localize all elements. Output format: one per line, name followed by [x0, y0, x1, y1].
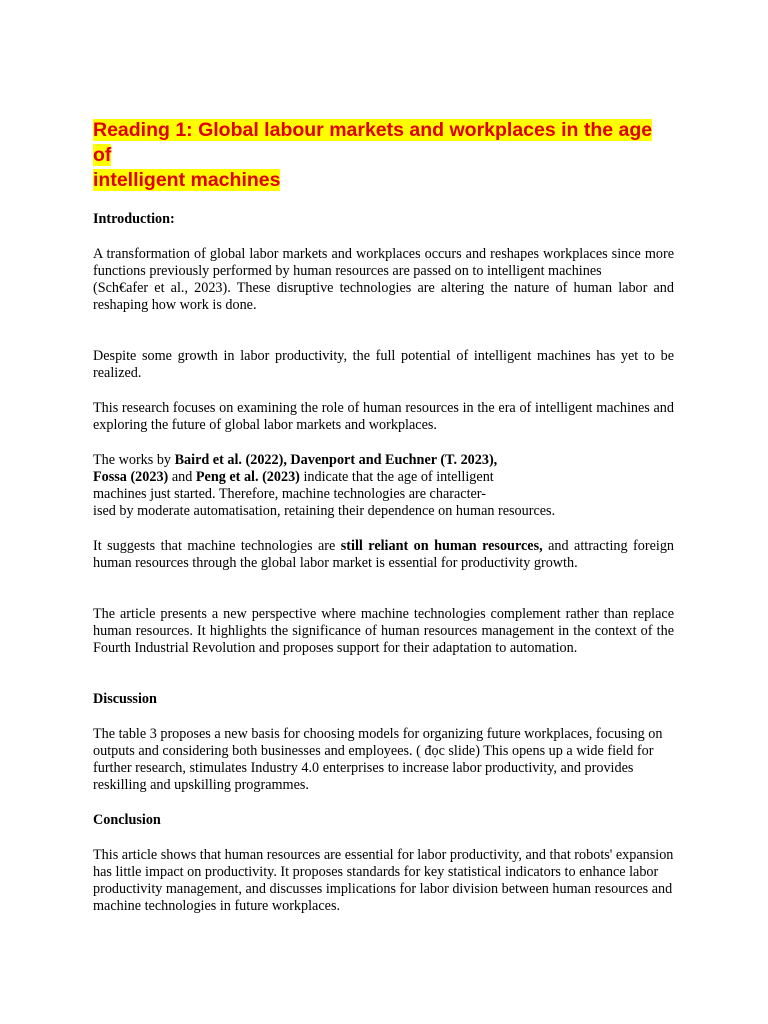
intro-paragraph-5 [93, 538, 674, 572]
introduction-heading: Introduction: [93, 211, 175, 227]
intro-p1-text-a: A transformation of global labor markets and workplaces occurs and reshapes workplaces since more functions previously performed by human resources are passed on to intelligent machines [93, 246, 674, 279]
intro-paragraph-3: This research focuses on examining the role of human resources in the era of intelligent machines and exploring the future of global labor markets and workplaces. [93, 400, 674, 433]
intro-p4-text-2: and [168, 469, 196, 485]
title-line-2: intelligent machines [93, 169, 281, 191]
conclusion-heading: Conclusion [93, 812, 161, 828]
intro-p4-bold-3: Peng et al. (2023) [195, 469, 300, 485]
discussion-heading: Discussion [93, 691, 157, 707]
intro-p1-text-b: (Sch€afer et al., 2023). These disruptive technologies are altering the nature of human labor and reshaping how work is done. [93, 280, 674, 313]
intro-p4-text-3: indicate that the age of intelligent [299, 469, 494, 485]
intro-paragraph-6: The article presents a new perspective where machine technologies complement rather than replace human resources. It highlights the significance of human resources management in the context of the Fourth Industrial Revolution and proposes support for their adaptation to automation. [93, 606, 674, 656]
intro-p5-text-1: It suggests that machine technologies are [93, 538, 341, 554]
intro-p5-text-2: and attracting foreign human resources through the global labor market is essential for productivity growth. [93, 538, 675, 571]
document-title [93, 118, 674, 193]
title-line-1: Reading 1: Global labour markets and workplaces in the age of [93, 119, 653, 166]
intro-p4-bold-1: Baird et al. (2022), Davenport and Euchner (T. 2023), [174, 452, 498, 468]
conclusion-paragraph: This article shows that human resources are essential for labor productivity, and that robots' expansion has little impact on productivity. It proposes standards for key statistical indicators to enhance labor productivity management, and discusses implications for labor division between human resources and machine technologies in future workplaces. [93, 847, 674, 914]
intro-p4-bold-2: Fossa (2023) [93, 469, 169, 485]
intro-p4-text-1: The works by [93, 452, 175, 468]
intro-paragraph-4 [93, 452, 674, 520]
intro-paragraph-2: Despite some growth in labor productivity, the full potential of intelligent machines has yet to be realized. [93, 348, 674, 381]
intro-paragraph-1 [93, 246, 674, 314]
intro-p4-text-4: machines just started. Therefore, machine technologies are character- [93, 486, 486, 502]
discussion-paragraph: The table 3 proposes a new basis for choosing models for organizing future workplaces, focusing on outputs and considering both businesses and employees. ( đọc slide) This opens up a wide field for further research, stimulates Industry 4.0 enterprises to increase labor productivity, and provides reskilling and upskilling programmes. [93, 726, 663, 793]
intro-p5-bold-1: still reliant on human resources, [340, 538, 543, 554]
intro-p4-text-5: ised by moderate automatisation, retaining their dependence on human resources. [93, 503, 556, 519]
